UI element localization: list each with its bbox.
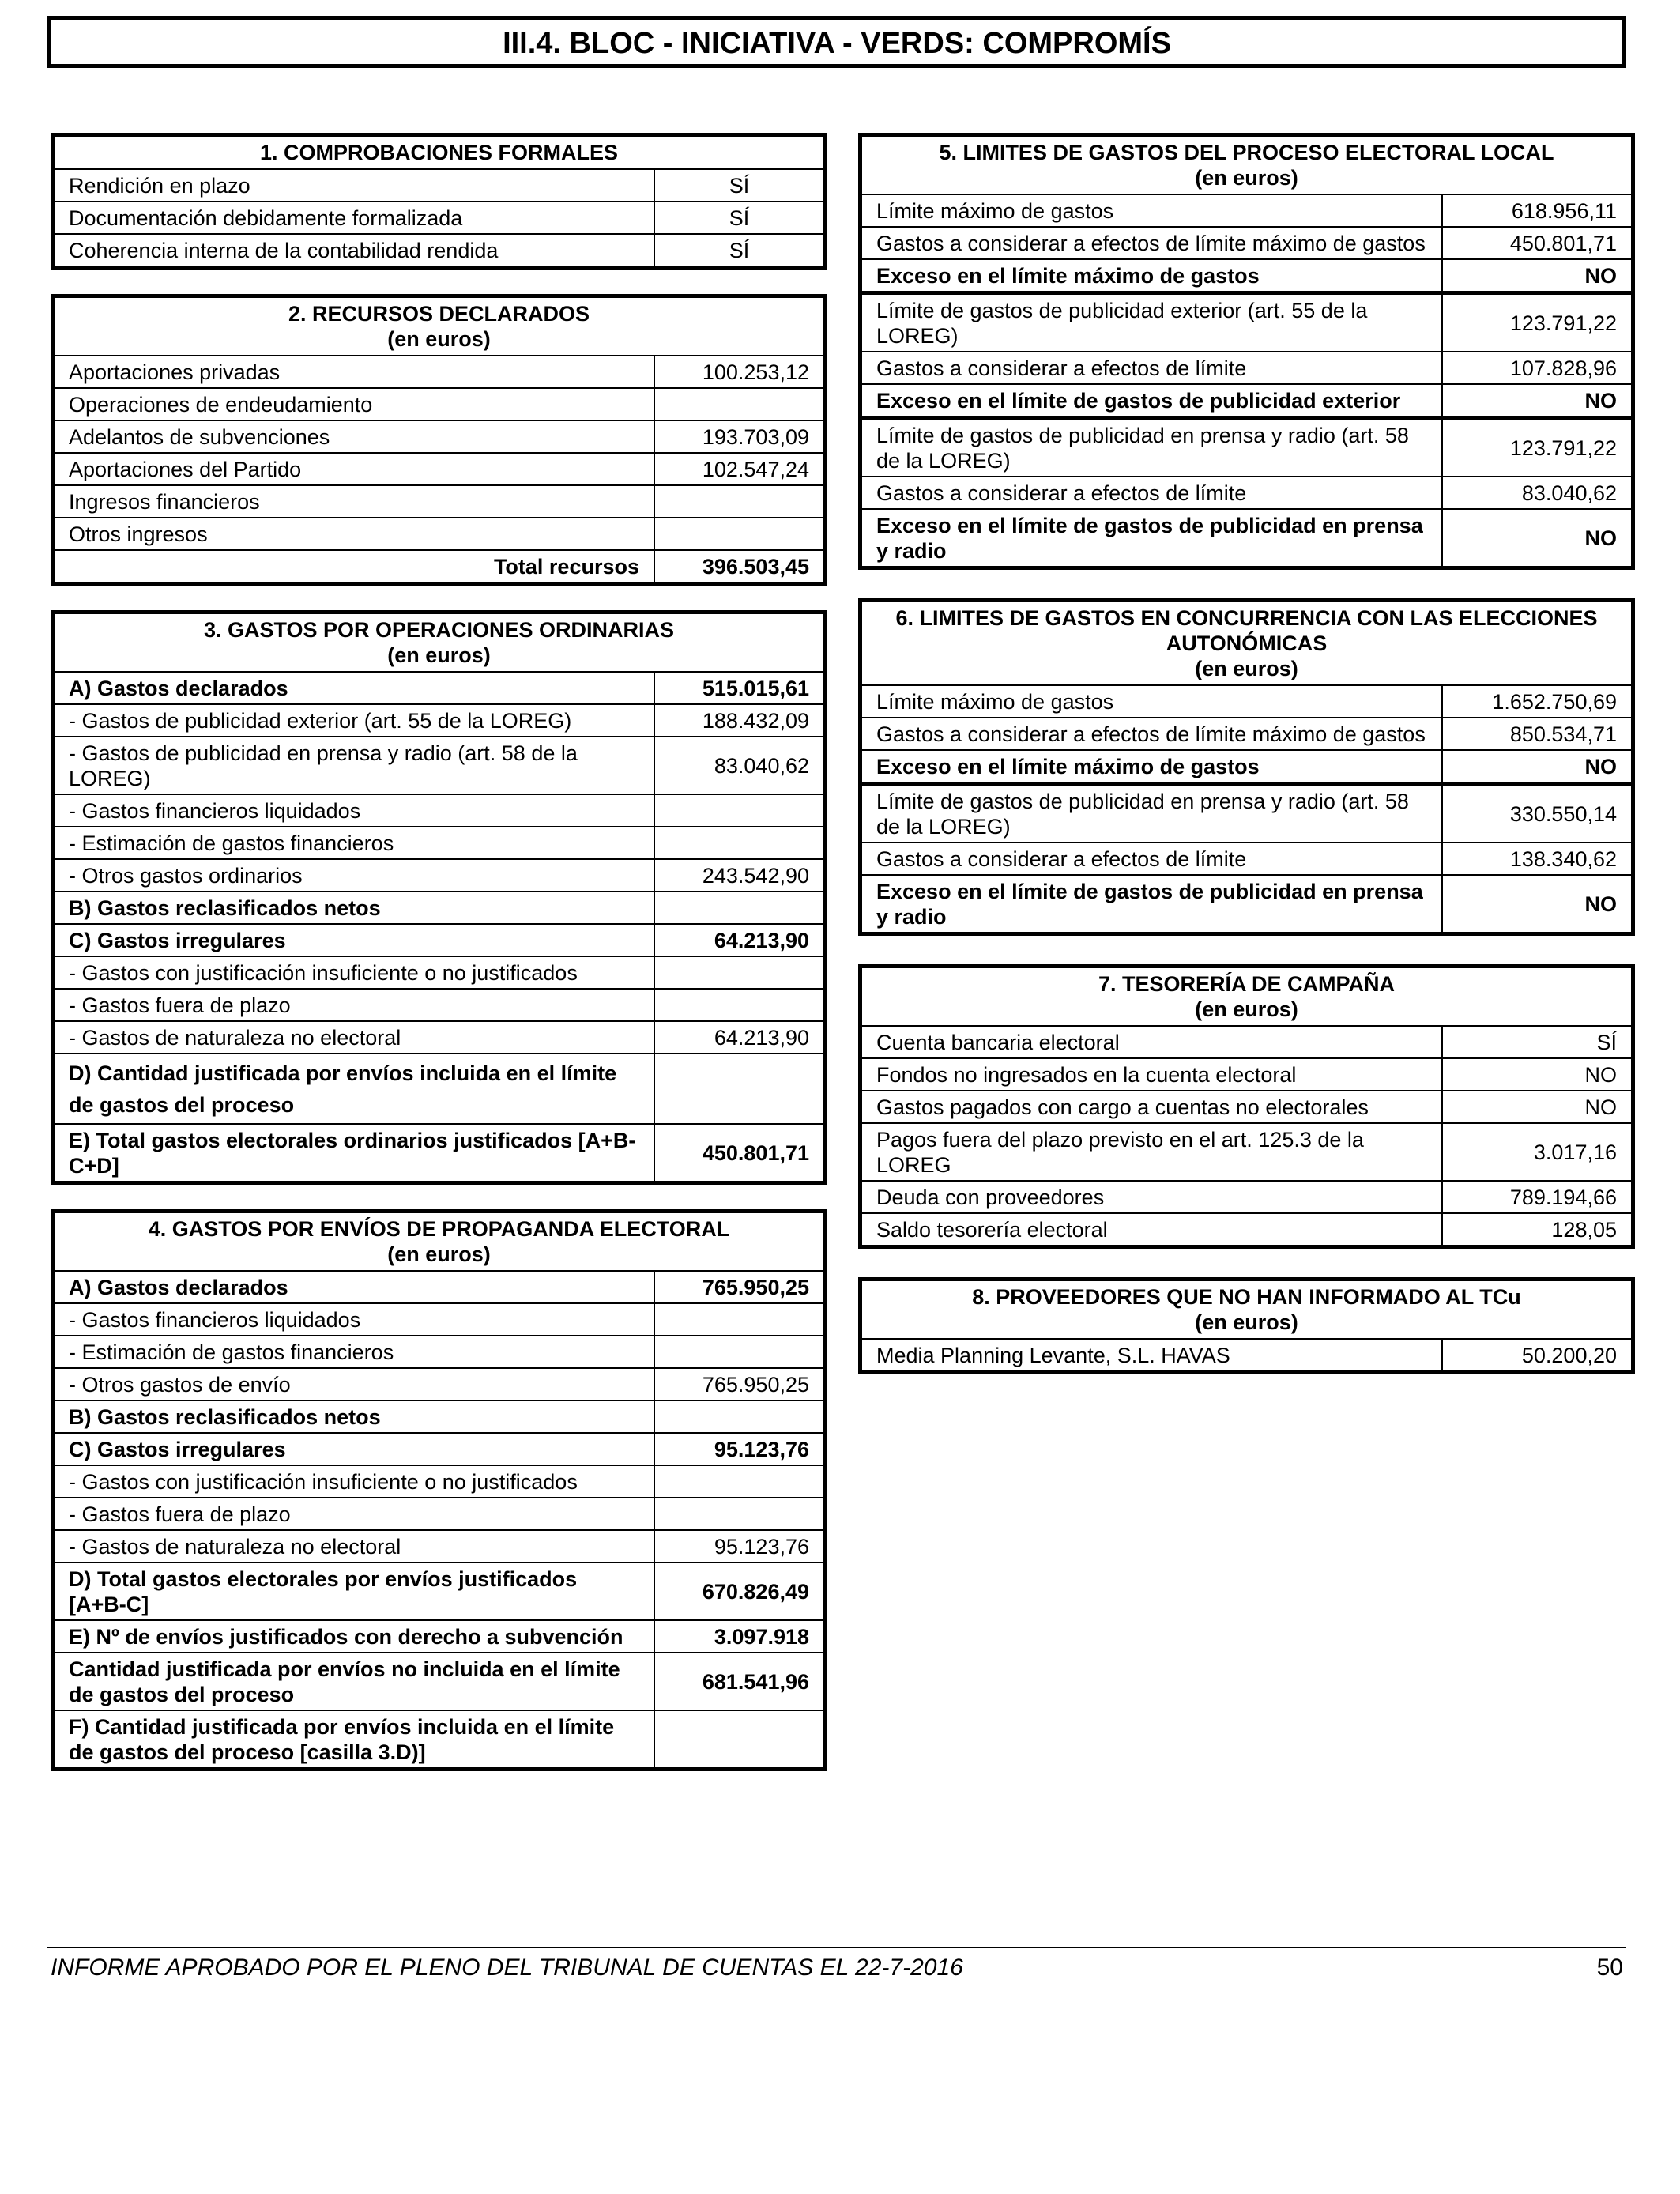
cell-value: 850.534,71 (1442, 718, 1631, 750)
cell-label: Límite de gastos de publicidad en prensa y radio (art. 58 de la LOREG) (862, 784, 1442, 843)
cell-value: SÍ (1442, 1026, 1631, 1058)
cell-value (654, 989, 823, 1021)
section-heading: 2. RECURSOS DECLARADOS (en euros) (55, 298, 823, 356)
cell-label: - Gastos con justificación insuficiente o no justificados (55, 956, 654, 989)
table-row (55, 1303, 823, 1336)
cell-label: - Gastos con justificación insuficiente o no justificados (55, 1465, 654, 1498)
cell-value (654, 1336, 823, 1368)
section-limites-gastos-autonomicas (858, 598, 1635, 936)
table-row (862, 509, 1631, 566)
table-row (862, 1339, 1631, 1370)
table-row (55, 453, 823, 485)
cell-label: Coherencia interna de la contabilidad rendida (55, 234, 654, 266)
cell-value (654, 1498, 823, 1530)
cell-label: Exceso en el límite de gastos de publicidad en prensa y radio (862, 509, 1442, 566)
table-row (862, 685, 1631, 718)
table-row (55, 1400, 823, 1433)
cell-label: Adelantos de subvenciones (55, 420, 654, 453)
cell-label: - Gastos de publicidad exterior (art. 55 de la LOREG) (55, 704, 654, 737)
table-row (55, 1530, 823, 1563)
cell-label: Gastos a considerar a efectos de límite máximo de gastos (862, 718, 1442, 750)
table-row (862, 1026, 1631, 1058)
cell-label: D) Total gastos electorales por envíos justificados [A+B-C] (55, 1563, 654, 1620)
table-row (55, 202, 823, 234)
cell-value: 95.123,76 (654, 1530, 823, 1563)
cell-label: Ingresos financieros (55, 485, 654, 518)
cell-value: 95.123,76 (654, 1433, 823, 1465)
section-heading: 1. COMPROBACIONES FORMALES (55, 137, 823, 169)
cell-value: 50.200,20 (1442, 1339, 1631, 1370)
table-row (55, 1563, 823, 1620)
cell-label: - Gastos fuera de plazo (55, 989, 654, 1021)
table-row (55, 672, 823, 704)
section-heading: 6. LIMITES DE GASTOS EN CONCURRENCIA CON LAS ELECCIONES AUTONÓMICAS (en euros) (862, 602, 1631, 685)
table-row (55, 1124, 823, 1181)
cell-label: - Estimación de gastos financieros (55, 827, 654, 859)
cell-value: 64.213,90 (654, 1021, 823, 1054)
cell-label: Exceso en el límite de gastos de publicidad exterior (862, 384, 1442, 418)
left-column (51, 133, 827, 1796)
table-row (55, 388, 823, 420)
cell-value: NO (1442, 509, 1631, 566)
cell-label: - Gastos de naturaleza no electoral (55, 1021, 654, 1054)
cell-value (654, 1054, 823, 1124)
section-heading: 5. LIMITES DE GASTOS DEL PROCESO ELECTORAL LOCAL (en euros) (862, 137, 1631, 194)
table-row (55, 234, 823, 266)
table-row (55, 704, 823, 737)
cell-value: NO (1442, 1058, 1631, 1091)
cell-label: Gastos a considerar a efectos de límite (862, 843, 1442, 875)
cell-value (654, 1710, 823, 1767)
cell-value (654, 794, 823, 827)
section-comprobaciones-formales (51, 133, 827, 270)
cell-label: Gastos a considerar a efectos de límite máximo de gastos (862, 227, 1442, 259)
table-row (55, 518, 823, 550)
cell-value: 618.956,11 (1442, 194, 1631, 227)
cell-label: Límite de gastos de publicidad en prensa y radio (art. 58 de la LOREG) (862, 418, 1442, 477)
cell-label: - Gastos fuera de plazo (55, 1498, 654, 1530)
table-row (862, 1091, 1631, 1123)
cell-value (654, 485, 823, 518)
table-row (55, 1336, 823, 1368)
table-row (862, 1123, 1631, 1181)
cell-label: B) Gastos reclasificados netos (55, 892, 654, 924)
cell-value: 102.547,24 (654, 453, 823, 485)
cell-value: 128,05 (1442, 1213, 1631, 1245)
cell-value: 670.826,49 (654, 1563, 823, 1620)
cell-value: 765.950,25 (654, 1368, 823, 1400)
cell-label: Gastos pagados con cargo a cuentas no electorales (862, 1091, 1442, 1123)
table-row (55, 1368, 823, 1400)
cell-value: 138.340,62 (1442, 843, 1631, 875)
cell-value: 515.015,61 (654, 672, 823, 704)
table-row (862, 750, 1631, 784)
cell-value: 123.791,22 (1442, 418, 1631, 477)
table-row (55, 989, 823, 1021)
cell-value: 83.040,62 (1442, 477, 1631, 509)
table-row (862, 1213, 1631, 1245)
cell-value: NO (1442, 875, 1631, 932)
table-row (862, 293, 1631, 352)
cell-label: Media Planning Levante, S.L. HAVAS (862, 1339, 1442, 1370)
table-row (55, 1653, 823, 1710)
cell-value: NO (1442, 259, 1631, 293)
cell-value: NO (1442, 384, 1631, 418)
cell-value: 765.950,25 (654, 1271, 823, 1303)
cell-label: Rendición en plazo (55, 169, 654, 202)
total-row (55, 550, 823, 582)
table-row (862, 418, 1631, 477)
table-row (55, 356, 823, 388)
cell-value: 789.194,66 (1442, 1181, 1631, 1213)
section-heading: 4. GASTOS POR ENVÍOS DE PROPAGANDA ELECTORAL (en euros) (55, 1213, 823, 1271)
cell-label: Exceso en el límite máximo de gastos (862, 259, 1442, 293)
cell-label: - Gastos financieros liquidados (55, 1303, 654, 1336)
table-row (55, 1620, 823, 1653)
cell-label: - Otros gastos de envío (55, 1368, 654, 1400)
cell-label: Cuenta bancaria electoral (862, 1026, 1442, 1058)
footer-text: INFORME APROBADO POR EL PLENO DEL TRIBUNAL DE CUENTAS EL 22-7-2016 (51, 1955, 963, 1981)
cell-value: 64.213,90 (654, 924, 823, 956)
cell-label: Documentación debidamente formalizada (55, 202, 654, 234)
cell-value (654, 518, 823, 550)
table-row (862, 843, 1631, 875)
right-column (858, 133, 1635, 1403)
cell-label: Fondos no ingresados en la cuenta electoral (862, 1058, 1442, 1091)
section-heading: 8. PROVEEDORES QUE NO HAN INFORMADO AL TCu (en euros) (862, 1281, 1631, 1339)
cell-label: Exceso en el límite máximo de gastos (862, 750, 1442, 784)
cell-value: 3.017,16 (1442, 1123, 1631, 1181)
cell-label: A) Gastos declarados (55, 1271, 654, 1303)
cell-value: 107.828,96 (1442, 352, 1631, 384)
cell-value: SÍ (654, 234, 823, 266)
table-row (55, 1021, 823, 1054)
cell-value: 450.801,71 (654, 1124, 823, 1181)
cell-label: Saldo tesorería electoral (862, 1213, 1442, 1245)
table-row (862, 784, 1631, 843)
table-row (55, 1498, 823, 1530)
cell-label: Pagos fuera del plazo previsto en el art. 125.3 de la LOREG (862, 1123, 1442, 1181)
cell-value (654, 892, 823, 924)
cell-value: 450.801,71 (1442, 227, 1631, 259)
table-row (55, 892, 823, 924)
cell-label: Gastos a considerar a efectos de límite (862, 477, 1442, 509)
cell-value: 330.550,14 (1442, 784, 1631, 843)
table-row (55, 827, 823, 859)
cell-label: Deuda con proveedores (862, 1181, 1442, 1213)
cell-value: 243.542,90 (654, 859, 823, 892)
section-heading: 3. GASTOS POR OPERACIONES ORDINARIAS (en euros) (55, 614, 823, 672)
cell-label: E) Total gastos electorales ordinarios justificados [A+B-C+D] (55, 1124, 654, 1181)
cell-label: D) Cantidad justificada por envíos incluida en el límite de gastos del proceso (55, 1054, 654, 1124)
table-row (55, 485, 823, 518)
cell-label: Total recursos (55, 550, 654, 582)
section-heading: 7. TESORERÍA DE CAMPAÑA (en euros) (862, 968, 1631, 1026)
cell-label: A) Gastos declarados (55, 672, 654, 704)
cell-value: SÍ (654, 202, 823, 234)
cell-value (654, 1303, 823, 1336)
table-row (55, 1433, 823, 1465)
cell-value (654, 827, 823, 859)
cell-value: 1.652.750,69 (1442, 685, 1631, 718)
table-row (862, 1058, 1631, 1091)
cell-label: - Estimación de gastos financieros (55, 1336, 654, 1368)
cell-value: NO (1442, 750, 1631, 784)
table-row (55, 169, 823, 202)
table-row (55, 1465, 823, 1498)
table-row (55, 1054, 823, 1124)
table-row (862, 384, 1631, 418)
cell-value: 681.541,96 (654, 1653, 823, 1710)
cell-label: Límite de gastos de publicidad exterior (art. 55 de la LOREG) (862, 293, 1442, 352)
table-row (55, 737, 823, 794)
cell-value (654, 388, 823, 420)
cell-label: B) Gastos reclasificados netos (55, 1400, 654, 1433)
table-row (55, 924, 823, 956)
section-recursos-declarados (51, 294, 827, 586)
cell-label: F) Cantidad justificada por envíos incluida en el límite de gastos del proceso [casilla 3.D)] (55, 1710, 654, 1767)
table-row (862, 227, 1631, 259)
cell-label: C) Gastos irregulares (55, 1433, 654, 1465)
cell-label: E) Nº de envíos justificados con derecho a subvención (55, 1620, 654, 1653)
cell-label: Otros ingresos (55, 518, 654, 550)
cell-label: Aportaciones del Partido (55, 453, 654, 485)
cell-label: - Otros gastos ordinarios (55, 859, 654, 892)
table-row (55, 859, 823, 892)
table-row (55, 420, 823, 453)
cell-label: Cantidad justificada por envíos no incluida en el límite de gastos del proceso (55, 1653, 654, 1710)
table-row (55, 1271, 823, 1303)
table-row (862, 259, 1631, 293)
cell-value: 188.432,09 (654, 704, 823, 737)
section-gastos-envios-propaganda (51, 1209, 827, 1771)
section-limites-gastos-local (858, 133, 1635, 570)
cell-value: NO (1442, 1091, 1631, 1123)
section-proveedores-no-informado (858, 1277, 1635, 1374)
cell-label: Límite máximo de gastos (862, 685, 1442, 718)
cell-label: Gastos a considerar a efectos de límite (862, 352, 1442, 384)
table-row (862, 352, 1631, 384)
cell-value: 396.503,45 (654, 550, 823, 582)
cell-value: 123.791,22 (1442, 293, 1631, 352)
cell-value: SÍ (654, 169, 823, 202)
cell-value (654, 956, 823, 989)
table-row (862, 477, 1631, 509)
cell-value (654, 1465, 823, 1498)
cell-value: 3.097.918 (654, 1620, 823, 1653)
table-row (55, 956, 823, 989)
cell-value: 100.253,12 (654, 356, 823, 388)
table-row (55, 1710, 823, 1767)
cell-label: Límite máximo de gastos (862, 194, 1442, 227)
cell-value: 83.040,62 (654, 737, 823, 794)
cell-label: Exceso en el límite de gastos de publicidad en prensa y radio (862, 875, 1442, 932)
page-title: III.4. BLOC - INICIATIVA - VERDS: COMPROMÍS (47, 16, 1626, 68)
table-row (862, 1181, 1631, 1213)
page-number: 50 (1596, 1955, 1623, 1981)
table-row (862, 718, 1631, 750)
section-gastos-operaciones-ordinarias (51, 610, 827, 1185)
cell-label: - Gastos de publicidad en prensa y radio (art. 58 de la LOREG) (55, 737, 654, 794)
table-row (55, 794, 823, 827)
cell-label: - Gastos financieros liquidados (55, 794, 654, 827)
cell-label: C) Gastos irregulares (55, 924, 654, 956)
cell-value: 193.703,09 (654, 420, 823, 453)
section-tesoreria-campana (858, 964, 1635, 1249)
cell-label: Aportaciones privadas (55, 356, 654, 388)
cell-label: - Gastos de naturaleza no electoral (55, 1530, 654, 1563)
cell-label: Operaciones de endeudamiento (55, 388, 654, 420)
page-footer (47, 1947, 1626, 1981)
table-row (862, 875, 1631, 932)
table-row (862, 194, 1631, 227)
cell-value (654, 1400, 823, 1433)
